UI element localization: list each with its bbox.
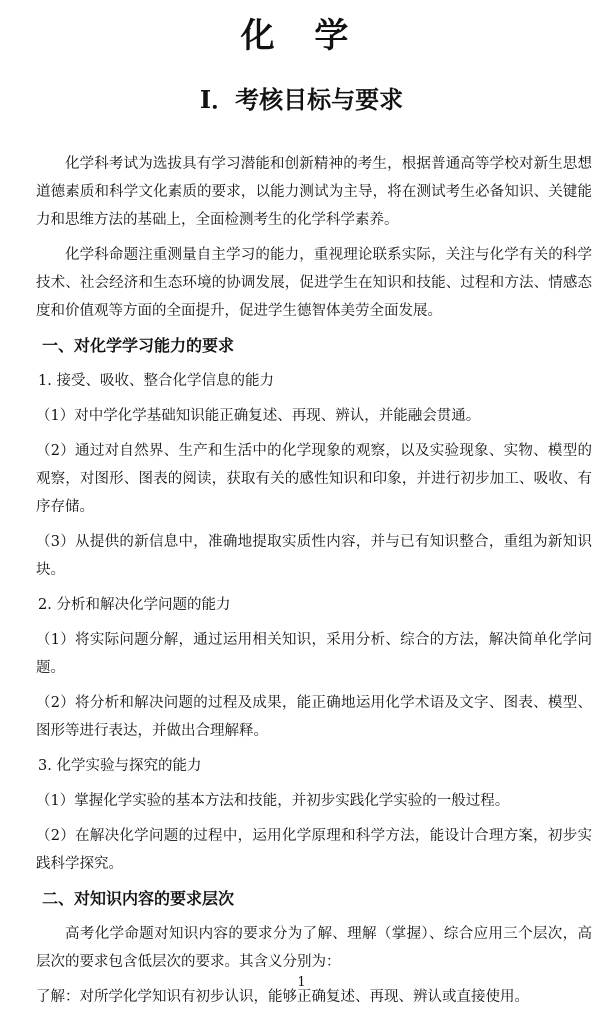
document-title: 化 学 (240, 16, 363, 56)
subsection-heading: 2. 分析和解决化学问题的能力 (38, 597, 231, 613)
definition-line: 了解：对所学化学知识有初步认识，能够正确复述、再现、辨认或直接使用。 (36, 989, 529, 1005)
page-number: 1 (297, 975, 306, 990)
subsection-heading: 3. 化学实验与探究的能力 (38, 758, 202, 774)
list-item: （1）对中学化学基础知识能正确复述、再现、辨认，并能融会贯通。 (36, 408, 481, 424)
list-item: （3）从提供的新信息中，准确地提取实质性内容，并与已有知识整合，重组为新知识块。 (36, 534, 592, 578)
part2-heading: 二、对知识内容的要求层次 (42, 889, 235, 908)
list-item: （2）将分析和解决问题的过程及成果，能正确地运用化学术语及文字、图表、模型、图形等进行表达，并做出合理解释。 (36, 695, 592, 739)
list-item: （2）在解决化学问题的过程中，运用化学原理和科学方法，能设计合理方案，初步实践科学探究。 (36, 828, 592, 872)
intro-paragraph: 化学科考试为选拔具有学习潜能和创新精神的考生，根据普通高等学校对新生思想道德素质和科学文化素质的要求，以能力测试为主导，将在测试考生必备知识、关键能力和思维方法的基础上，全面检测考生的化学科学素养。 (36, 156, 592, 228)
list-item: （1）将实际问题分解，通过运用相关知识，采用分析、综合的方法，解决简单化学问题。 (36, 632, 592, 676)
section-title: Ⅰ．考核目标与要求 (199, 85, 404, 114)
subsection-heading: 1. 接受、吸收、整合化学信息的能力 (38, 373, 274, 389)
document-body (36, 150, 592, 1011)
part2-paragraph: 高考化学命题对知识内容的要求分为了解、理解（掌握）、综合应用三个层次，高层次的要求包含低层次的要求。其含义分别为： (36, 926, 592, 970)
part1-heading: 一、对化学学习能力的要求 (42, 336, 235, 355)
list-item: （2）通过对自然界、生产和生活中的化学现象的观察，以及实验现象、实物、模型的观察，对图形、图表的阅读，获取有关的感性知识和印象，并进行初步加工、吸收、有序存储。 (36, 443, 592, 515)
intro-paragraph: 化学科命题注重测量自主学习的能力，重视理论联系实际，关注与化学有关的科学技术、社会经济和生态环境的协调发展，促进学生在知识和技能、过程和方法、情感态度和价值观等方面的全面提升，促进学生德智体美劳全面发展。 (36, 247, 592, 319)
list-item: （1）掌握化学实验的基本方法和技能，并初步实践化学实验的一般过程。 (36, 793, 510, 809)
